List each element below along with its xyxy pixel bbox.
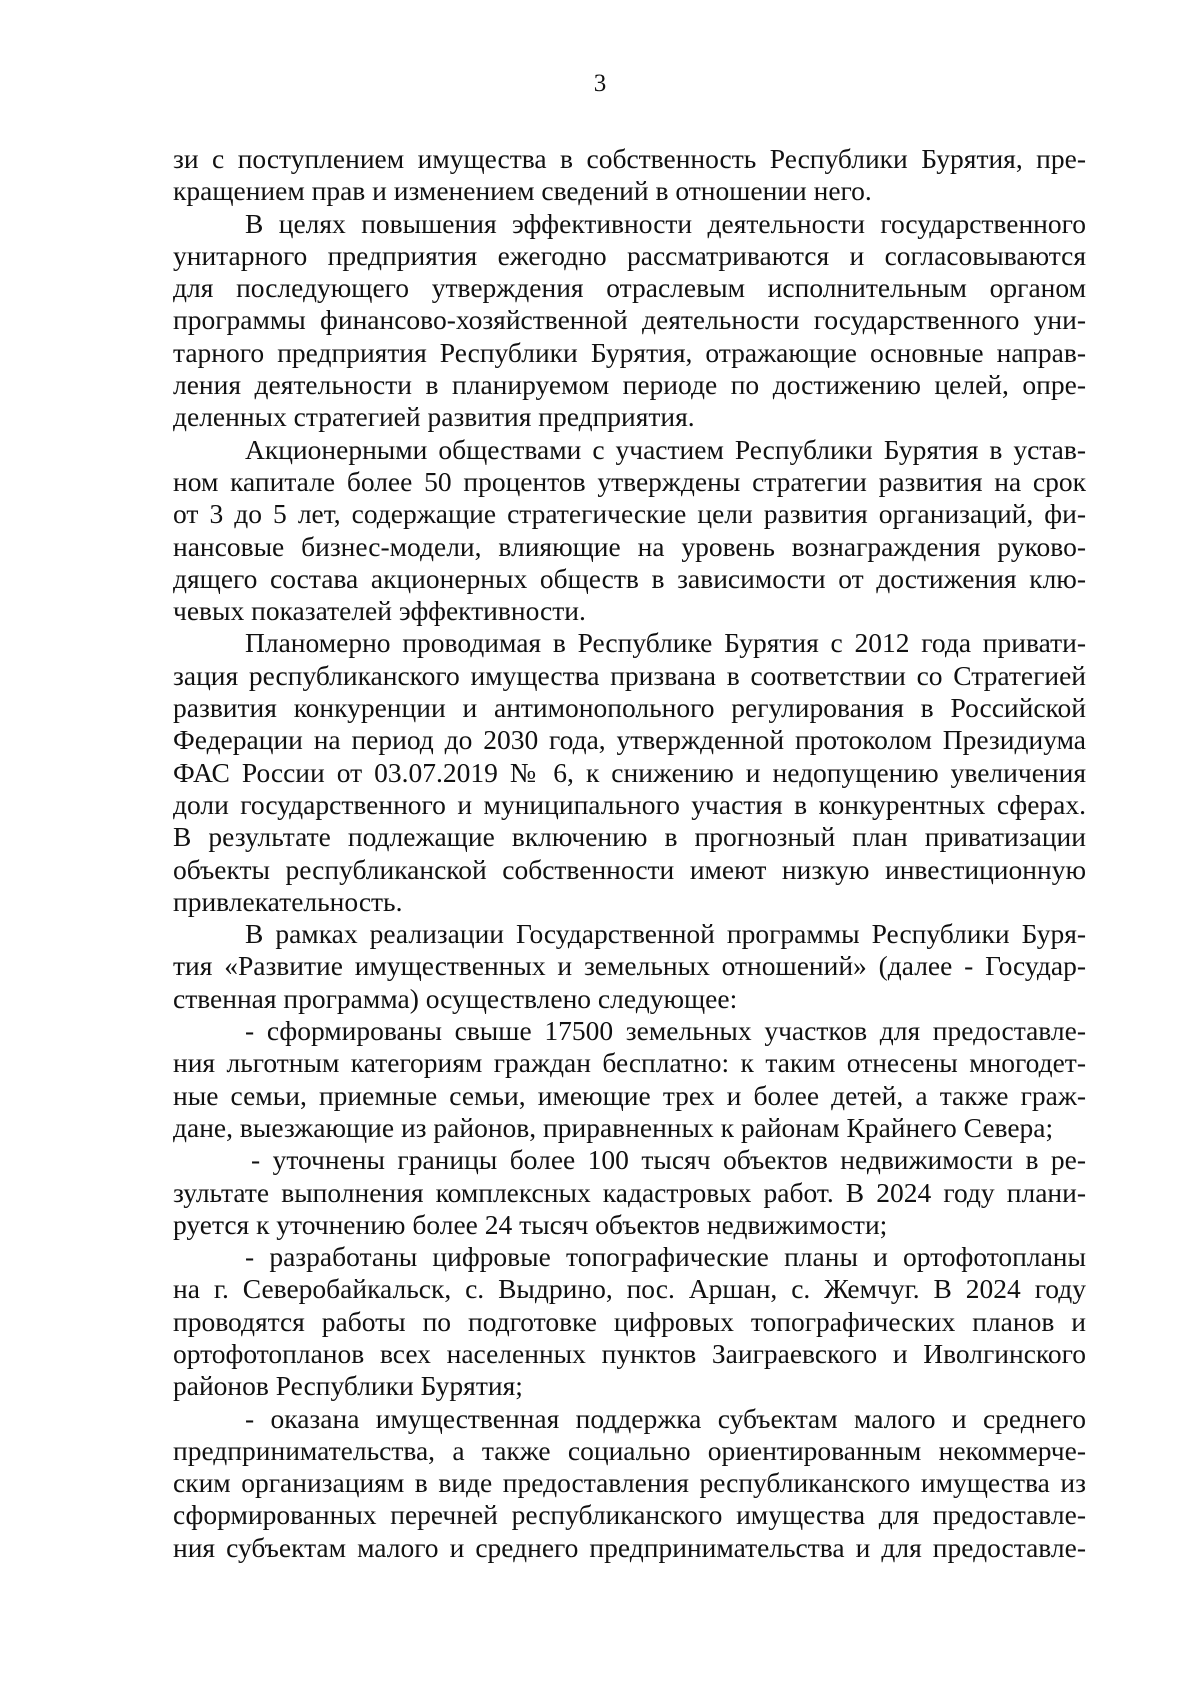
text-line: ния субъектам малого и среднего предпринимательства и для предоставле-	[173, 1531, 1086, 1563]
text-line: ном капитале более 50 процентов утверждены стратегии развития на срок	[173, 465, 1086, 497]
text-line: ским организациям в виде предоставления республиканского имущества из	[173, 1467, 1086, 1499]
page-number: 3	[593, 70, 607, 97]
text-line: тарного предприятия Республики Бурятия, отражающие основные направ-	[173, 336, 1086, 368]
text-line: программы финансово-хозяйственной деятельности государственного уни-	[173, 304, 1086, 336]
text-line: тия «Развитие имущественных и земельных отношений» (далее - Государ-	[173, 950, 1086, 982]
text-line: доли государственного и муниципального участия в конкурентных сферах.	[173, 788, 1086, 820]
text-line: унитарного предприятия ежегодно рассматриваются и согласовываются	[173, 239, 1086, 271]
text-line: кращением прав и изменением сведений в отношении него.	[173, 175, 872, 207]
text-line: Планомерно проводимая в Республике Бурятия с 2012 года привати-	[245, 627, 1086, 659]
text-line: привлекательность.	[173, 885, 403, 917]
text-line: В рамках реализации Государственной программы Республики Буря-	[245, 918, 1086, 950]
text-line: - уточнены границы более 100 тысяч объектов недвижимости в ре-	[251, 1144, 1086, 1176]
text-line: В результате подлежащие включению в прогнозный план приватизации	[173, 821, 1086, 853]
text-line: дящего состава акционерных обществ в зависимости от достижения клю-	[173, 562, 1086, 594]
text-line: Акционерными обществами с участием Республики Бурятия в устав-	[245, 433, 1086, 465]
text-line: В целях повышения эффективности деятельности государственного	[245, 207, 1086, 239]
text-line: от 3 до 5 лет, содержащие стратегические цели развития организаций, фи-	[173, 498, 1086, 530]
text-line: дане, выезжающие из районов, приравненных к районам Крайнего Севера;	[173, 1111, 1054, 1143]
text-line: ФАС России от 03.07.2019 № 6, к снижению и недопущению увеличения	[173, 756, 1086, 788]
text-line: ортофотопланов всех населенных пунктов Заиграевского и Иволгинского	[173, 1337, 1086, 1369]
text-line: - сформированы свыше 17500 земельных участков для предоставле-	[245, 1015, 1086, 1047]
text-line: Федерации на период до 2030 года, утвержденной протоколом Президиума	[173, 724, 1086, 756]
text-line: ные семьи, приемные семьи, имеющие трех и более детей, а также граж-	[173, 1079, 1086, 1111]
text-line: нансовые бизнес-модели, влияющие на уровень вознаграждения руково-	[173, 530, 1086, 562]
text-line: ния льготным категориям граждан бесплатно: к таким отнесены многодет-	[173, 1047, 1086, 1079]
text-line: предпринимательства, а также социально ориентированным некоммерче-	[173, 1434, 1086, 1466]
text-line: зи с поступлением имущества в собственность Республики Бурятия, пре-	[173, 143, 1086, 174]
text-line: ления деятельности в планируемом периоде по достижению целей, опре-	[173, 369, 1086, 401]
text-line: ственная программа) осуществлено следующее:	[173, 982, 738, 1014]
text-line: деленных стратегией развития предприятия.	[173, 401, 695, 433]
text-line: для последующего утверждения отраслевым исполнительным органом	[173, 272, 1086, 304]
text-line: зультате выполнения комплексных кадастровых работ. В 2024 году плани-	[173, 1176, 1086, 1208]
text-line: - оказана имущественная поддержка субъектам малого и среднего	[245, 1402, 1086, 1434]
text-line: проводятся работы по подготовке цифровых топографических планов и	[173, 1305, 1086, 1337]
text-line: развития конкуренции и антимонопольного регулирования в Российской	[173, 692, 1086, 724]
text-line: руется к уточнению более 24 тысяч объектов недвижимости;	[173, 1208, 888, 1240]
text-line: районов Республики Бурятия;	[173, 1370, 523, 1402]
text-line: чевых показателей эффективности.	[173, 595, 586, 627]
text-line: - разработаны цифровые топографические планы и ортофотопланы	[245, 1241, 1086, 1273]
text-line: объекты республиканской собственности имеют низкую инвестиционную	[173, 853, 1086, 885]
text-line: на г. Северобайкальск, с. Выдрино, пос. Аршан, с. Жемчуг. В 2024 году	[173, 1273, 1086, 1305]
text-line: зация республиканского имущества призвана в соответствии со Стратегией	[173, 659, 1086, 691]
body-text	[173, 143, 1086, 1564]
text-line: сформированных перечней республиканского имущества для предоставле-	[173, 1499, 1086, 1531]
